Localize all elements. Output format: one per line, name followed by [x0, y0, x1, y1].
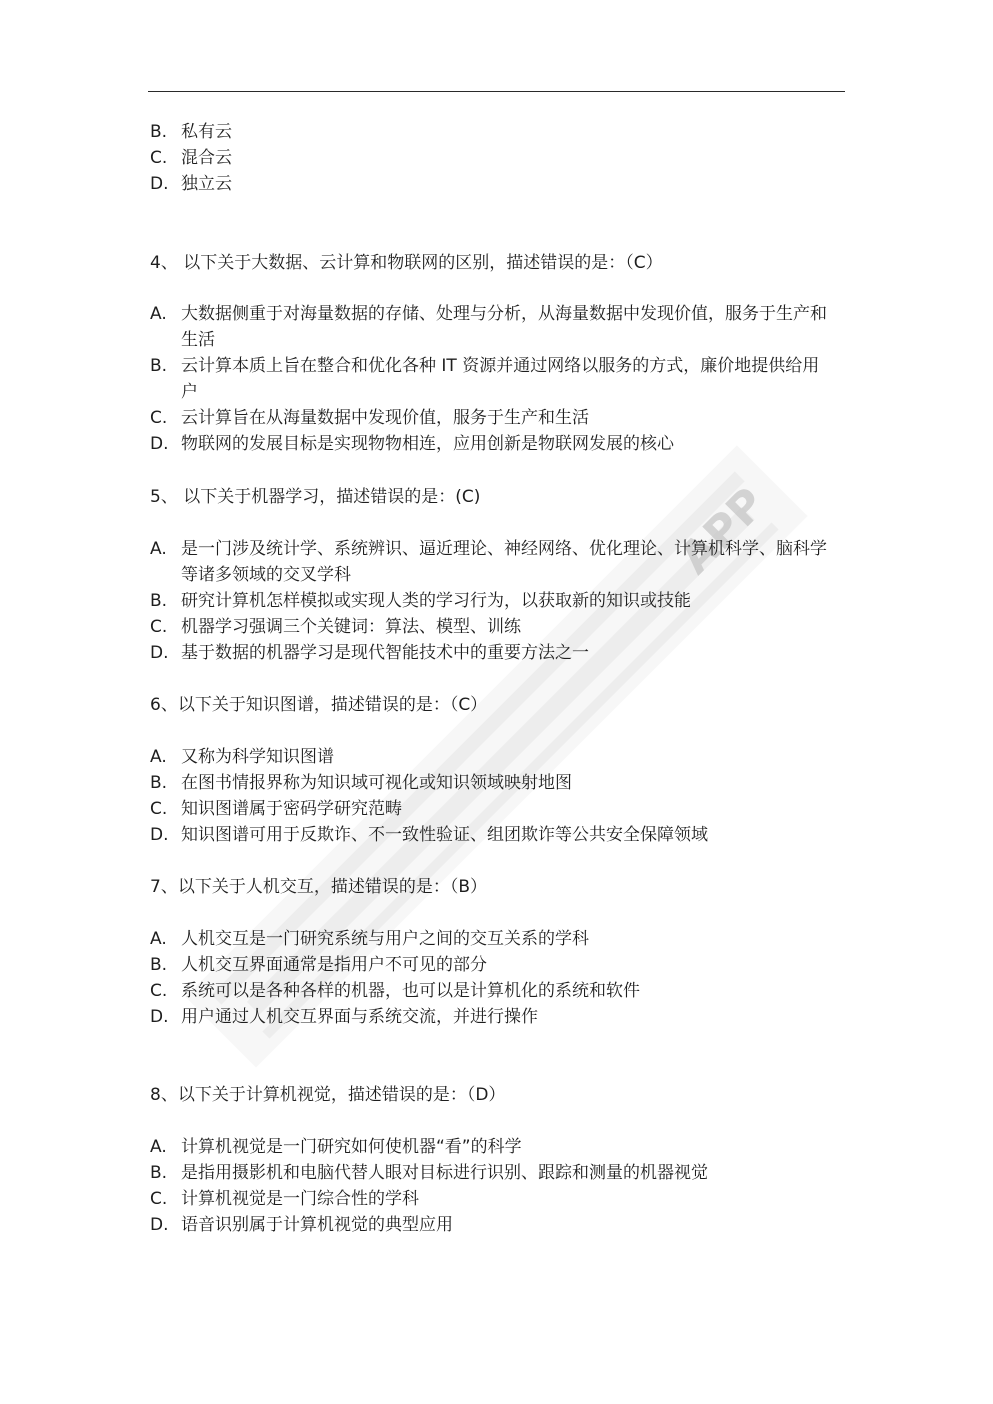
option-b — [150, 588, 850, 614]
option-text: 知识图谱可用于反欺诈、不一致性验证、组团欺诈等公共安全保障领域 — [181, 825, 708, 845]
option-text: 独立云 — [181, 174, 232, 194]
option-label: C. — [150, 617, 168, 637]
option-text: 人机交互是一门研究系统与用户之间的交互关系的学科 — [181, 929, 589, 949]
question-7-title: 7、以下关于人机交互，描述错误的是：（B） — [150, 877, 487, 897]
option-label: C. — [150, 981, 168, 1001]
option-c — [150, 614, 850, 640]
option-a — [150, 744, 850, 770]
option-label: B. — [150, 122, 168, 142]
option-a — [150, 1134, 850, 1160]
option-c — [150, 796, 850, 822]
option-text: 机器学习强调三个关键词：算法、模型、训练 — [181, 617, 521, 637]
option-label: D. — [150, 643, 169, 663]
question-7-options — [150, 926, 850, 1030]
option-text: 又称为科学知识图谱 — [181, 747, 334, 767]
option-label: A. — [150, 747, 167, 767]
option-d — [150, 171, 850, 197]
option-a — [150, 301, 850, 353]
option-label: C. — [150, 799, 168, 819]
option-b — [150, 353, 850, 405]
question-6-title: 6、以下关于知识图谱，描述错误的是：（C） — [150, 695, 488, 715]
question-3-options — [150, 119, 850, 197]
option-d — [150, 1004, 850, 1030]
option-c — [150, 1186, 850, 1212]
option-label: D. — [150, 434, 169, 454]
option-label: A. — [150, 304, 167, 324]
question-5-title: 5、 以下关于机器学习，描述错误的是：(C) — [150, 487, 481, 507]
option-text: 私有云 — [181, 122, 232, 142]
question-4-title: 4、 以下关于大数据、云计算和物联网的区别，描述错误的是：（C） — [150, 253, 663, 273]
question-8-options — [150, 1134, 850, 1238]
option-b — [150, 952, 850, 978]
option-text: 是指用摄影机和电脑代替人眼对目标进行识别、跟踪和测量的机器视觉 — [181, 1163, 708, 1183]
question-8-title: 8、以下关于计算机视觉，描述错误的是：（D） — [150, 1085, 506, 1105]
option-text: 大数据侧重于对海量数据的存储、处理与分析，从海量数据中发现价值，服务于生产和生活 — [181, 304, 827, 350]
option-d — [150, 822, 850, 848]
question-6-options — [150, 744, 850, 848]
option-label: C. — [150, 148, 168, 168]
question-5-options — [150, 536, 850, 666]
option-label: B. — [150, 356, 168, 376]
option-text: 在图书情报界称为知识域可视化或知识领域映射地图 — [181, 773, 572, 793]
header-rule — [148, 91, 845, 92]
option-text: 计算机视觉是一门研究如何使机器“看”的科学 — [181, 1137, 522, 1157]
option-c — [150, 978, 850, 1004]
option-b — [150, 770, 850, 796]
option-label: A. — [150, 929, 167, 949]
option-label: D. — [150, 1007, 169, 1027]
option-label: C. — [150, 408, 168, 428]
option-text: 物联网的发展目标是实现物物相连，应用创新是物联网发展的核心 — [181, 434, 674, 454]
question-4-options — [150, 301, 850, 457]
option-label: C. — [150, 1189, 168, 1209]
option-c — [150, 145, 850, 171]
option-d — [150, 431, 850, 457]
option-label: B. — [150, 1163, 168, 1183]
watermark-text: APP — [669, 478, 776, 584]
option-text: 是一门涉及统计学、系统辨识、逼近理论、神经网络、优化理论、计算机科学、脑科学等诸多领域的交叉学科 — [181, 539, 827, 585]
option-label: D. — [150, 174, 169, 194]
option-d — [150, 640, 850, 666]
option-b — [150, 1160, 850, 1186]
option-label: B. — [150, 955, 168, 975]
option-text: 云计算本质上旨在整合和优化各种 IT 资源并通过网络以服务的方式，廉价地提供给用户 — [181, 356, 820, 402]
option-label: D. — [150, 1215, 169, 1235]
option-text: 基于数据的机器学习是现代智能技术中的重要方法之一 — [181, 643, 589, 663]
option-text: 语音识别属于计算机视觉的典型应用 — [181, 1215, 453, 1235]
option-text: 云计算旨在从海量数据中发现价值，服务于生产和生活 — [181, 408, 589, 428]
option-b — [150, 119, 850, 145]
option-text: 计算机视觉是一门综合性的学科 — [181, 1189, 419, 1209]
option-label: B. — [150, 773, 168, 793]
option-d — [150, 1212, 850, 1238]
option-label: B. — [150, 591, 168, 611]
option-text: 人机交互界面通常是指用户不可见的部分 — [181, 955, 487, 975]
option-label: D. — [150, 825, 169, 845]
option-text: 研究计算机怎样模拟或实现人类的学习行为，以获取新的知识或技能 — [181, 591, 691, 611]
option-text: 知识图谱属于密码学研究范畴 — [181, 799, 402, 819]
option-c — [150, 405, 850, 431]
option-a — [150, 536, 850, 588]
option-text: 系统可以是各种各样的机器，也可以是计算机化的系统和软件 — [181, 981, 640, 1001]
option-a — [150, 926, 850, 952]
option-text: 用户通过人机交互界面与系统交流，并进行操作 — [181, 1007, 538, 1027]
option-label: A. — [150, 539, 167, 559]
option-label: A. — [150, 1137, 167, 1157]
option-text: 混合云 — [181, 148, 232, 168]
